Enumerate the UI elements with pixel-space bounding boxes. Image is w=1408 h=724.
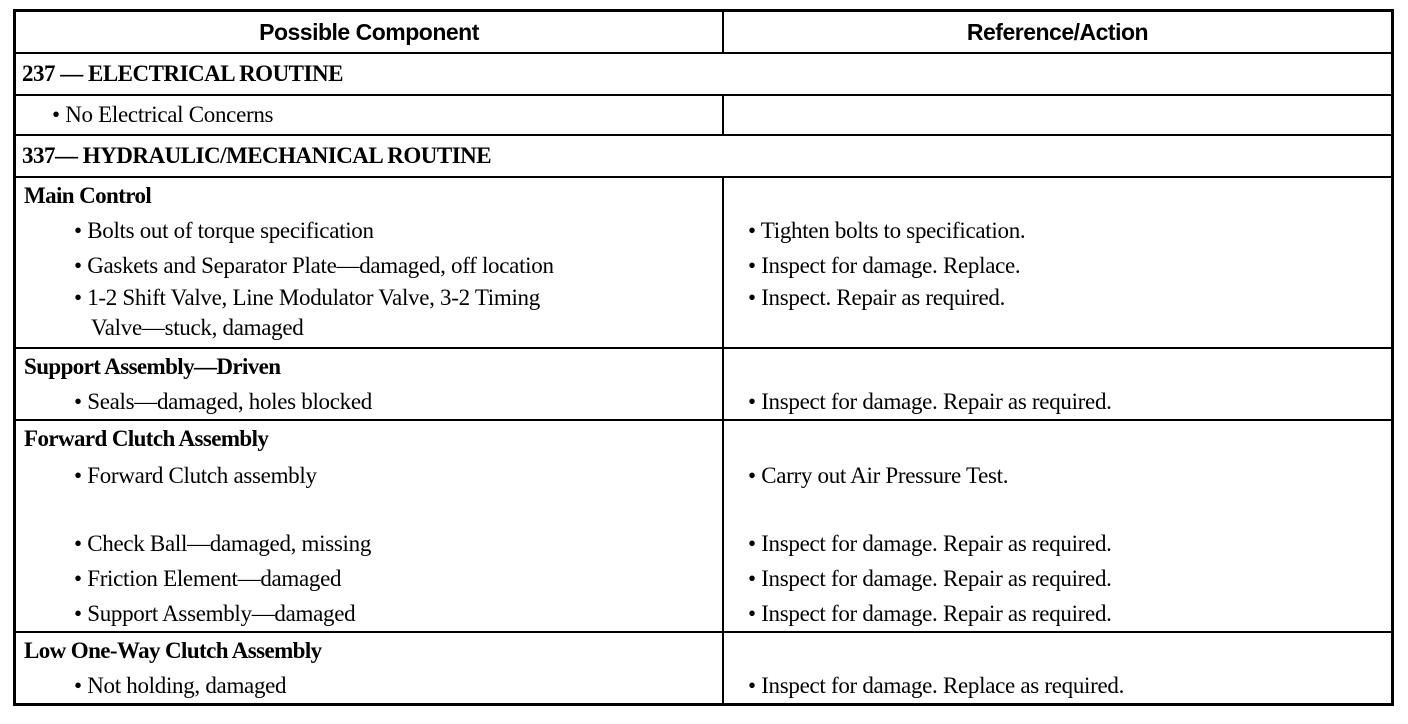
group-title: Forward Clutch Assembly (24, 426, 269, 451)
component-text: • Check Ball—damaged, missing (74, 531, 372, 556)
component-text: Valve—stuck, damaged (91, 315, 304, 340)
action-text: • Inspect. Repair as required. (748, 285, 1006, 310)
component-text: • 1-2 Shift Valve, Line Modulator Valve, 3-2 Timing (74, 285, 540, 310)
action-text: • Inspect for damage. Replace. (748, 253, 1021, 278)
component-text: • Support Assembly—damaged (74, 601, 356, 626)
section-hydraulic (16, 134, 1391, 176)
action-text: • Inspect for damage. Replace as required. (748, 673, 1125, 698)
component-text-multiline (22, 283, 722, 343)
table-header (16, 12, 1391, 52)
group-title: Low One-Way Clutch Assembly (24, 638, 322, 663)
component-text: • No Electrical Concerns (52, 102, 274, 127)
action-text: • Inspect for damage. Repair as required. (748, 601, 1112, 626)
group-forward-clutch (16, 419, 1391, 631)
action-text: • Inspect for damage. Repair as required. (748, 566, 1112, 591)
component-text: • Not holding, damaged (74, 673, 287, 698)
group-title: Support Assembly—Driven (24, 354, 281, 379)
component-text: • Bolts out of torque specification (74, 218, 374, 243)
diagnostic-table (13, 9, 1394, 706)
group-support-assembly (16, 347, 1391, 419)
section-title: 337— HYDRAULIC/MECHANICAL ROUTINE (22, 143, 492, 168)
group-low-oneway-clutch (16, 631, 1391, 703)
section-title: 237 — ELECTRICAL ROUTINE (22, 61, 343, 86)
section-electrical (16, 52, 1391, 94)
action-text: • Carry out Air Pressure Test. (748, 463, 1009, 488)
header-action: Reference/Action (966, 19, 1149, 45)
action-text: • Inspect for damage. Repair as required. (748, 389, 1112, 414)
group-title: Main Control (24, 183, 152, 208)
group-main-control (16, 176, 1391, 347)
component-text: • Seals—damaged, holes blocked (74, 389, 372, 414)
component-text: • Friction Element—damaged (74, 566, 342, 591)
component-text: • Forward Clutch assembly (74, 463, 317, 488)
action-text: • Tighten bolts to specification. (748, 218, 1026, 243)
component-text: • Gaskets and Separator Plate—damaged, off location (74, 253, 554, 278)
header-component: Possible Component (16, 12, 724, 52)
action-text: • Inspect for damage. Repair as required. (748, 531, 1112, 556)
table-row (16, 94, 1391, 134)
